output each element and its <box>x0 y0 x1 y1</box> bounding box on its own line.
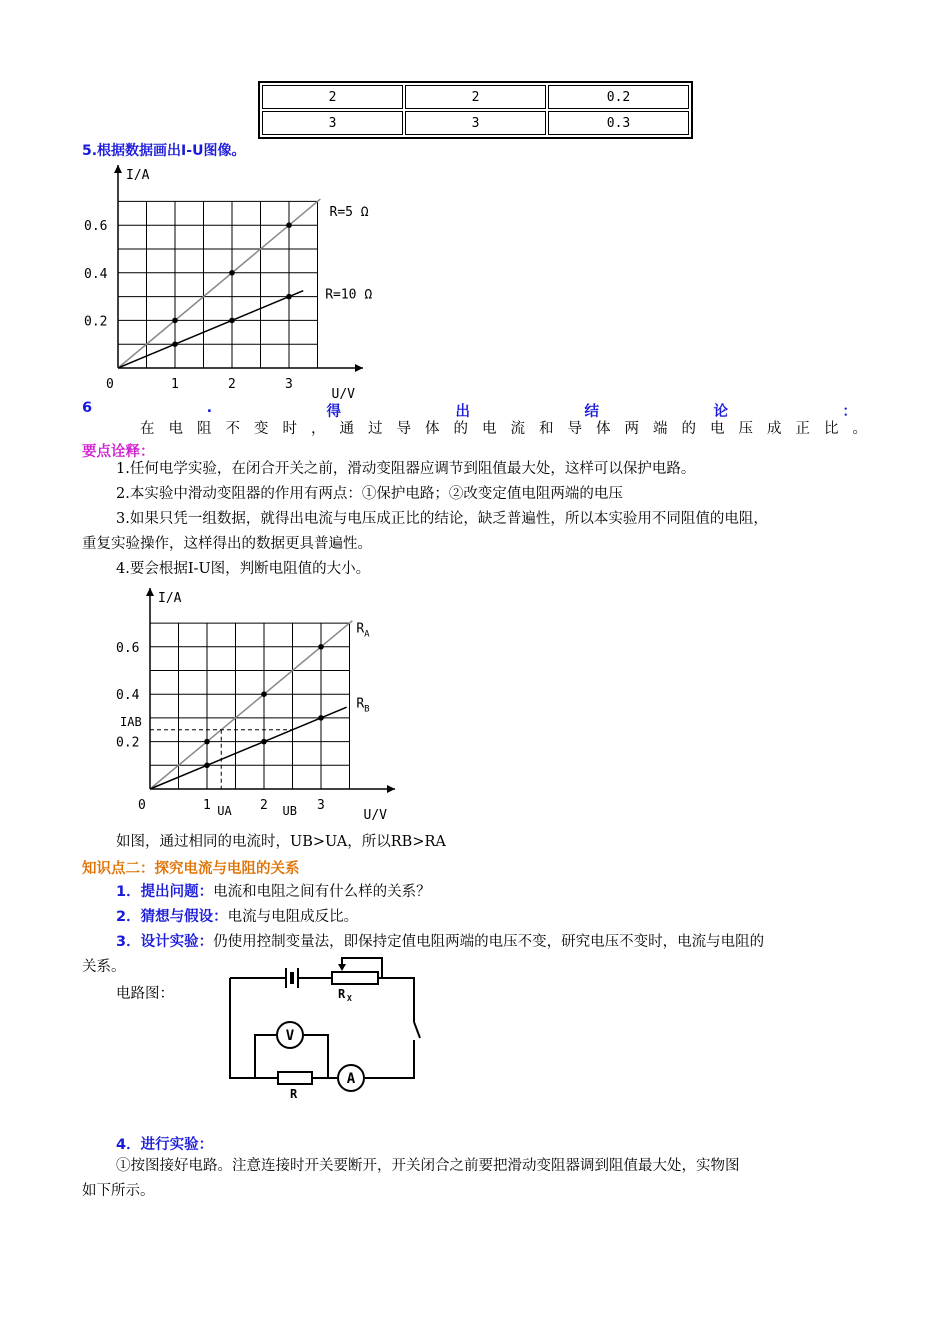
y-tick-label: 0.6 <box>84 219 108 235</box>
kp2-item-text: 电流和电阻之间有什么样的关系？ <box>213 884 431 900</box>
series-line <box>118 291 303 368</box>
rheostat-icon <box>332 972 378 984</box>
table-cell: 3 <box>405 111 546 135</box>
figure-note: 如图，通过相同的电流时，UB>UA，所以RB>RA <box>116 834 446 850</box>
series-label: $R_B$ <box>356 696 370 715</box>
step4-text: ①按图接好电路。注意连接时开关要断开，开关闭合之前要把滑动变阻器调到阻值最大处，实物图 <box>116 1158 740 1174</box>
arrow-icon <box>338 964 346 971</box>
series-label-sub: A <box>364 629 370 640</box>
iu-chart-2 <box>110 583 410 828</box>
data-point <box>286 294 292 300</box>
data-point <box>229 318 235 324</box>
table-cell: 2 <box>262 85 403 109</box>
y-axis-label: I/A <box>126 168 150 183</box>
x-tick-label: 1 <box>203 798 211 813</box>
data-point <box>261 691 267 697</box>
step6-part: 得 <box>326 404 342 420</box>
r-label: R <box>290 1087 298 1101</box>
x-tick-label: 3 <box>285 377 293 392</box>
key-point: 重复实验操作，这样得出的数据更具普遍性。 <box>82 536 372 552</box>
series-label: $R_A$ <box>356 621 370 640</box>
data-point <box>286 222 292 228</box>
rx-label: R <box>338 987 346 1001</box>
y-tick-label: 0.2 <box>116 735 140 751</box>
data-point <box>318 715 324 721</box>
step6-part: . <box>206 400 213 416</box>
data-point <box>261 739 267 745</box>
data-point <box>204 739 210 745</box>
y-axis-arrow <box>146 588 154 596</box>
kp2-item-label: 1．提出问题： <box>116 884 214 900</box>
step6-part: ： <box>842 404 857 420</box>
data-table <box>258 81 693 139</box>
x-tick-label: 1 <box>171 377 179 392</box>
ua-label: UA <box>217 804 232 818</box>
current-ref-label: IAB <box>120 714 142 729</box>
y-tick-label: 0.2 <box>84 314 108 330</box>
x-tick-label: 0 <box>106 377 114 392</box>
table-row <box>262 85 689 109</box>
step6-part: 结 <box>584 404 599 420</box>
battery-icon <box>286 968 298 988</box>
series-label: R=5 Ω <box>329 205 369 221</box>
x-axis-arrow <box>355 364 363 372</box>
iu-chart-1 <box>78 160 408 400</box>
y-tick-label: 0.4 <box>116 688 140 704</box>
kp2-item-continued: 关系。 <box>82 959 126 975</box>
rx-sub: X <box>347 994 352 1003</box>
series-label-sub: B <box>364 704 370 715</box>
key-points-title: 要点诠释： <box>82 444 155 460</box>
key-point: 4.要会根据I-U图，判断电阻值的大小。 <box>116 561 371 577</box>
circuit-wire <box>365 1040 414 1078</box>
x-tick-label: 3 <box>317 798 325 813</box>
step5-title: 5.根据数据画出I-U图像。 <box>82 143 246 159</box>
x-axis-label: U/V <box>363 808 387 823</box>
switch-icon <box>414 1022 420 1038</box>
kp2-item <box>116 906 358 928</box>
kp2-item-text: 仍使用控制变量法，即保持定值电阻两端的电压不变，研究电压不变时，电流与电阻的 <box>213 934 765 950</box>
x-tick-label: 2 <box>260 798 268 813</box>
table-cell: 3 <box>262 111 403 135</box>
data-point <box>204 763 210 769</box>
step6-part: 出 <box>455 404 471 420</box>
table-row <box>262 111 689 135</box>
circuit-label: 电路图： <box>116 986 174 1002</box>
circuit-wire <box>255 1035 276 1078</box>
kp2-item <box>116 881 431 903</box>
step4-title: 4．进行实验： <box>116 1137 214 1153</box>
y-axis-arrow <box>114 165 122 173</box>
data-point <box>229 270 235 276</box>
ub-label: UB <box>282 804 297 818</box>
table-cell: 0.2 <box>548 85 689 109</box>
table-cell: 0.3 <box>548 111 689 135</box>
resistor-icon <box>278 1072 312 1084</box>
y-axis-label: I/A <box>158 591 182 606</box>
voltmeter-label: V <box>285 1028 295 1044</box>
key-point: 1.任何电学实验，在闭合开关之前，滑动变阻器应调节到阻值最大处，这样可以保护电路。 <box>116 461 696 477</box>
data-point <box>172 341 178 347</box>
series-label: R=10 Ω <box>325 287 373 303</box>
data-point <box>172 318 178 324</box>
ammeter-label: A <box>346 1071 356 1087</box>
x-axis-label: U/V <box>331 387 355 400</box>
step6-conclusion: 在电阻不变时，通过导体的电流和导体两端的电压成正比。 <box>140 421 881 437</box>
kp2-item-label: 3．设计实验： <box>116 934 214 950</box>
x-axis-arrow <box>387 785 395 793</box>
kp2-item-label: 2．猜想与假设： <box>116 909 228 925</box>
y-tick-label: 0.6 <box>116 640 140 656</box>
key-point: 2.本实验中滑动变阻器的作用有两点：①保护电路；②改变定值电阻两端的电压 <box>116 486 623 502</box>
kp2-item-text: 电流与电阻成反比。 <box>227 909 359 925</box>
kp2-title: 知识点二：探究电流与电阻的关系 <box>82 861 300 877</box>
series-line <box>150 707 347 789</box>
table-cell: 2 <box>405 85 546 109</box>
step6-part: 论 <box>713 404 728 420</box>
step6-part: 6 <box>82 400 93 416</box>
circuit-diagram <box>220 950 430 1105</box>
kp2-item <box>116 931 764 953</box>
x-tick-label: 2 <box>228 377 236 392</box>
key-point: 3.如果只凭一组数据，就得出电流与电压成正比的结论，缺乏普遍性，所以本实验用不同阻值的电阻， <box>116 511 768 527</box>
data-point <box>318 644 324 650</box>
x-tick-label: 0 <box>138 798 146 813</box>
step4-text: 如下所示。 <box>82 1183 155 1199</box>
y-tick-label: 0.4 <box>84 266 108 282</box>
circuit-wire <box>378 978 414 1022</box>
